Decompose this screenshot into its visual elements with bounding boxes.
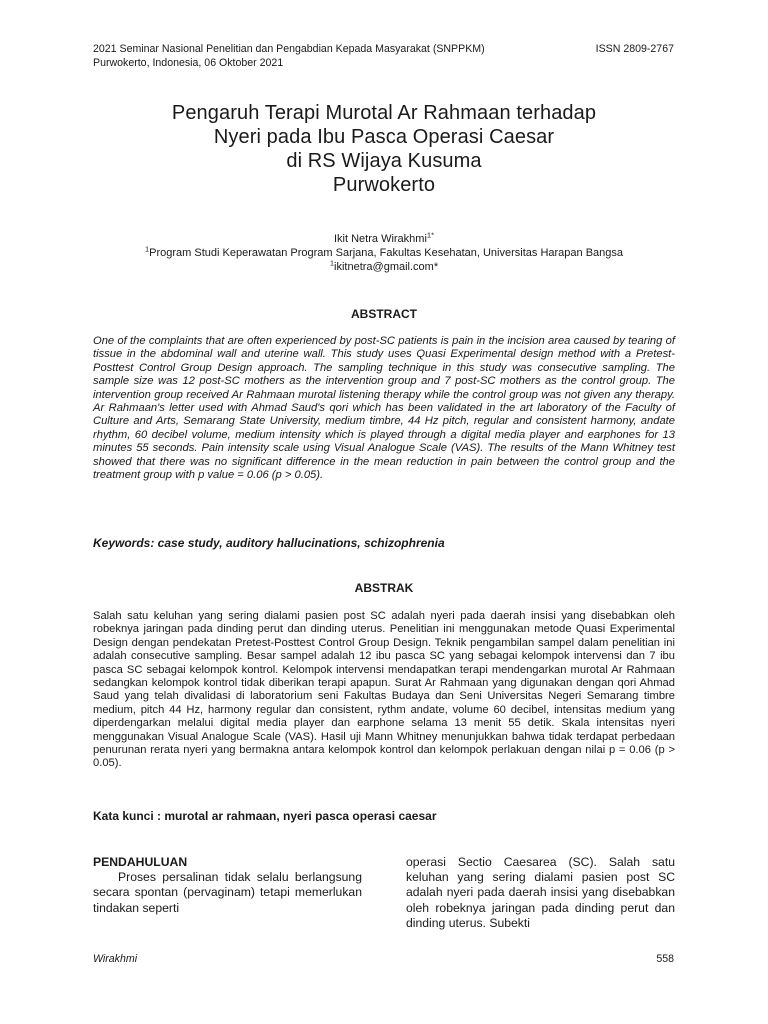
author-superscript: 1* bbox=[426, 230, 434, 240]
footer-author: Wirakhmi bbox=[93, 953, 138, 965]
paper-title bbox=[80, 101, 688, 197]
title-line: Pengaruh Terapi Murotal Ar Rahmaan terhadap bbox=[171, 102, 597, 124]
intro-left-column bbox=[93, 855, 362, 916]
author-block bbox=[80, 232, 688, 274]
page-number: 558 bbox=[656, 953, 674, 965]
keywords: Keywords: case study, auditory hallucinations, schizophrenia bbox=[93, 536, 445, 550]
abstrak-heading: ABSTRAK bbox=[354, 581, 414, 595]
title-line: Nyeri pada Ibu Pasca Operasi Caesar bbox=[213, 126, 555, 148]
intro-right-text: operasi Sectio Caesarea (SC). Salah satu keluhan yang sering dialami pasien post SC adalah nyeri pada daerah insisi yang disebabkan oleh robeknya jaringan pada dinding perut dan dinding uterus. Subekti bbox=[406, 855, 675, 930]
running-header bbox=[93, 42, 485, 70]
affiliation-superscript: 1 bbox=[144, 244, 150, 254]
author-affiliation: Program Studi Keperawatan Program Sarjana, Fakultas Kesehatan, Universitas Harapan Bangsa bbox=[149, 247, 624, 259]
title-line: Purwokerto bbox=[332, 174, 436, 196]
author-name: Ikit Netra Wirakhmi bbox=[334, 233, 427, 245]
email-superscript: 1 bbox=[329, 258, 335, 268]
intro-left-text: Proses persalinan tidak selalu berlangsung secara spontan (pervaginam) tetapi memerlukan tindakan seperti bbox=[93, 870, 362, 915]
abstract-heading: ABSTRACT bbox=[351, 307, 417, 321]
issn: ISSN 2809-2767 bbox=[595, 43, 674, 55]
kata-kunci: Kata kunci : murotal ar rahmaan, nyeri pasca operasi caesar bbox=[93, 809, 437, 823]
author-email: ikitnetra@gmail.com* bbox=[334, 261, 439, 273]
intro-heading: PENDAHULUAN bbox=[93, 855, 188, 869]
intro-right-column bbox=[406, 855, 675, 931]
abstrak-text: Salah satu keluhan yang sering dialami pasien post SC adalah nyeri pada daerah insisi yang disebabkan oleh robeknya jaringan pada dinding perut dan dinding uterus. Penelitian ini menggunakan metode Quasi Experimental Design dengan pendekatan Pretest-Posttest Control Group Design. Teknik pengambilan sampel dalam penelitian ini adalah consecutive sampling. Besar sampel adalah 12 ibu pasca SC yang sebagai kelompok intervensi dan 7 ibu pasca SC sebagai kelompok kontrol. Kelompok intervensi mendapatkan terapi mendengarkan murotal Ar Rahmaan sedangkan kelompok kontrol tidak diberikan terapi apapun. Surat Ar Rahmaan yang digunakan dengan qori Ahmad Saud yang telah divalidasi di laboratorium seni Fakultas Budaya dan Seni Universitas Negeri Semarang timbre medium, pitch 44 Hz, harmony regular dan consistent, rythm andate, volume 60 decibel, intensitas medium yang diperdengarkan melalui digital media player dan earphone selama 13 menit 55 detik. Skala intensitas nyeri menggunakan Visual Analogue Scale (VAS). Hasil uji Mann Whitney menunjukkan bahwa tidak terdapat perbedaan penurunan rerata nyeri yang bermakna antara kelompok kontrol dan kelompok perlakuan dengan nilai p = 0.06 (p > 0.05). bbox=[93, 610, 675, 770]
title-line: di RS Wijaya Kusuma bbox=[286, 150, 482, 172]
conference-location-date: Purwokerto, Indonesia, 06 Oktober 2021 bbox=[93, 57, 284, 69]
abstract-text: One of the complaints that are often experienced by post-SC patients is pain in the incision area caused by tearing of tissue in the abdominal wall and uterine wall. This study uses Quasi Experimental design method with a Pretest-Posttest Control Group Design approach. The sampling technique in this study was consecutive sampling. The sample size was 12 post-SC mothers as the intervention group and 7 post-SC mothers as the control group. The intervention group received Ar Rahmaan murotal listening therapy while the control group was not given any therapy. Ar Rahmaan's letter used with Ahmad Saud's qori which has been validated in the art laboratory of the Faculty of Culture and Arts, Semarang State University, medium timbre, 44 Hz pitch, regular and consistent harmony, andate rhythm, 60 decibel volume, medium intensity which is played through a digital media player and earphones for 13 minutes 55 seconds. Pain intensity scale using Visual Analogue Scale (VAS). The results of the Mann Whitney test showed that there was no significant difference in the mean reduction in pain between the control group and the treatment group with p value = 0.06 (p > 0.05). bbox=[93, 335, 675, 482]
conference-name: 2021 Seminar Nasional Penelitian dan Pengabdian Kepada Masyarakat (SNPPKM) bbox=[93, 43, 485, 55]
